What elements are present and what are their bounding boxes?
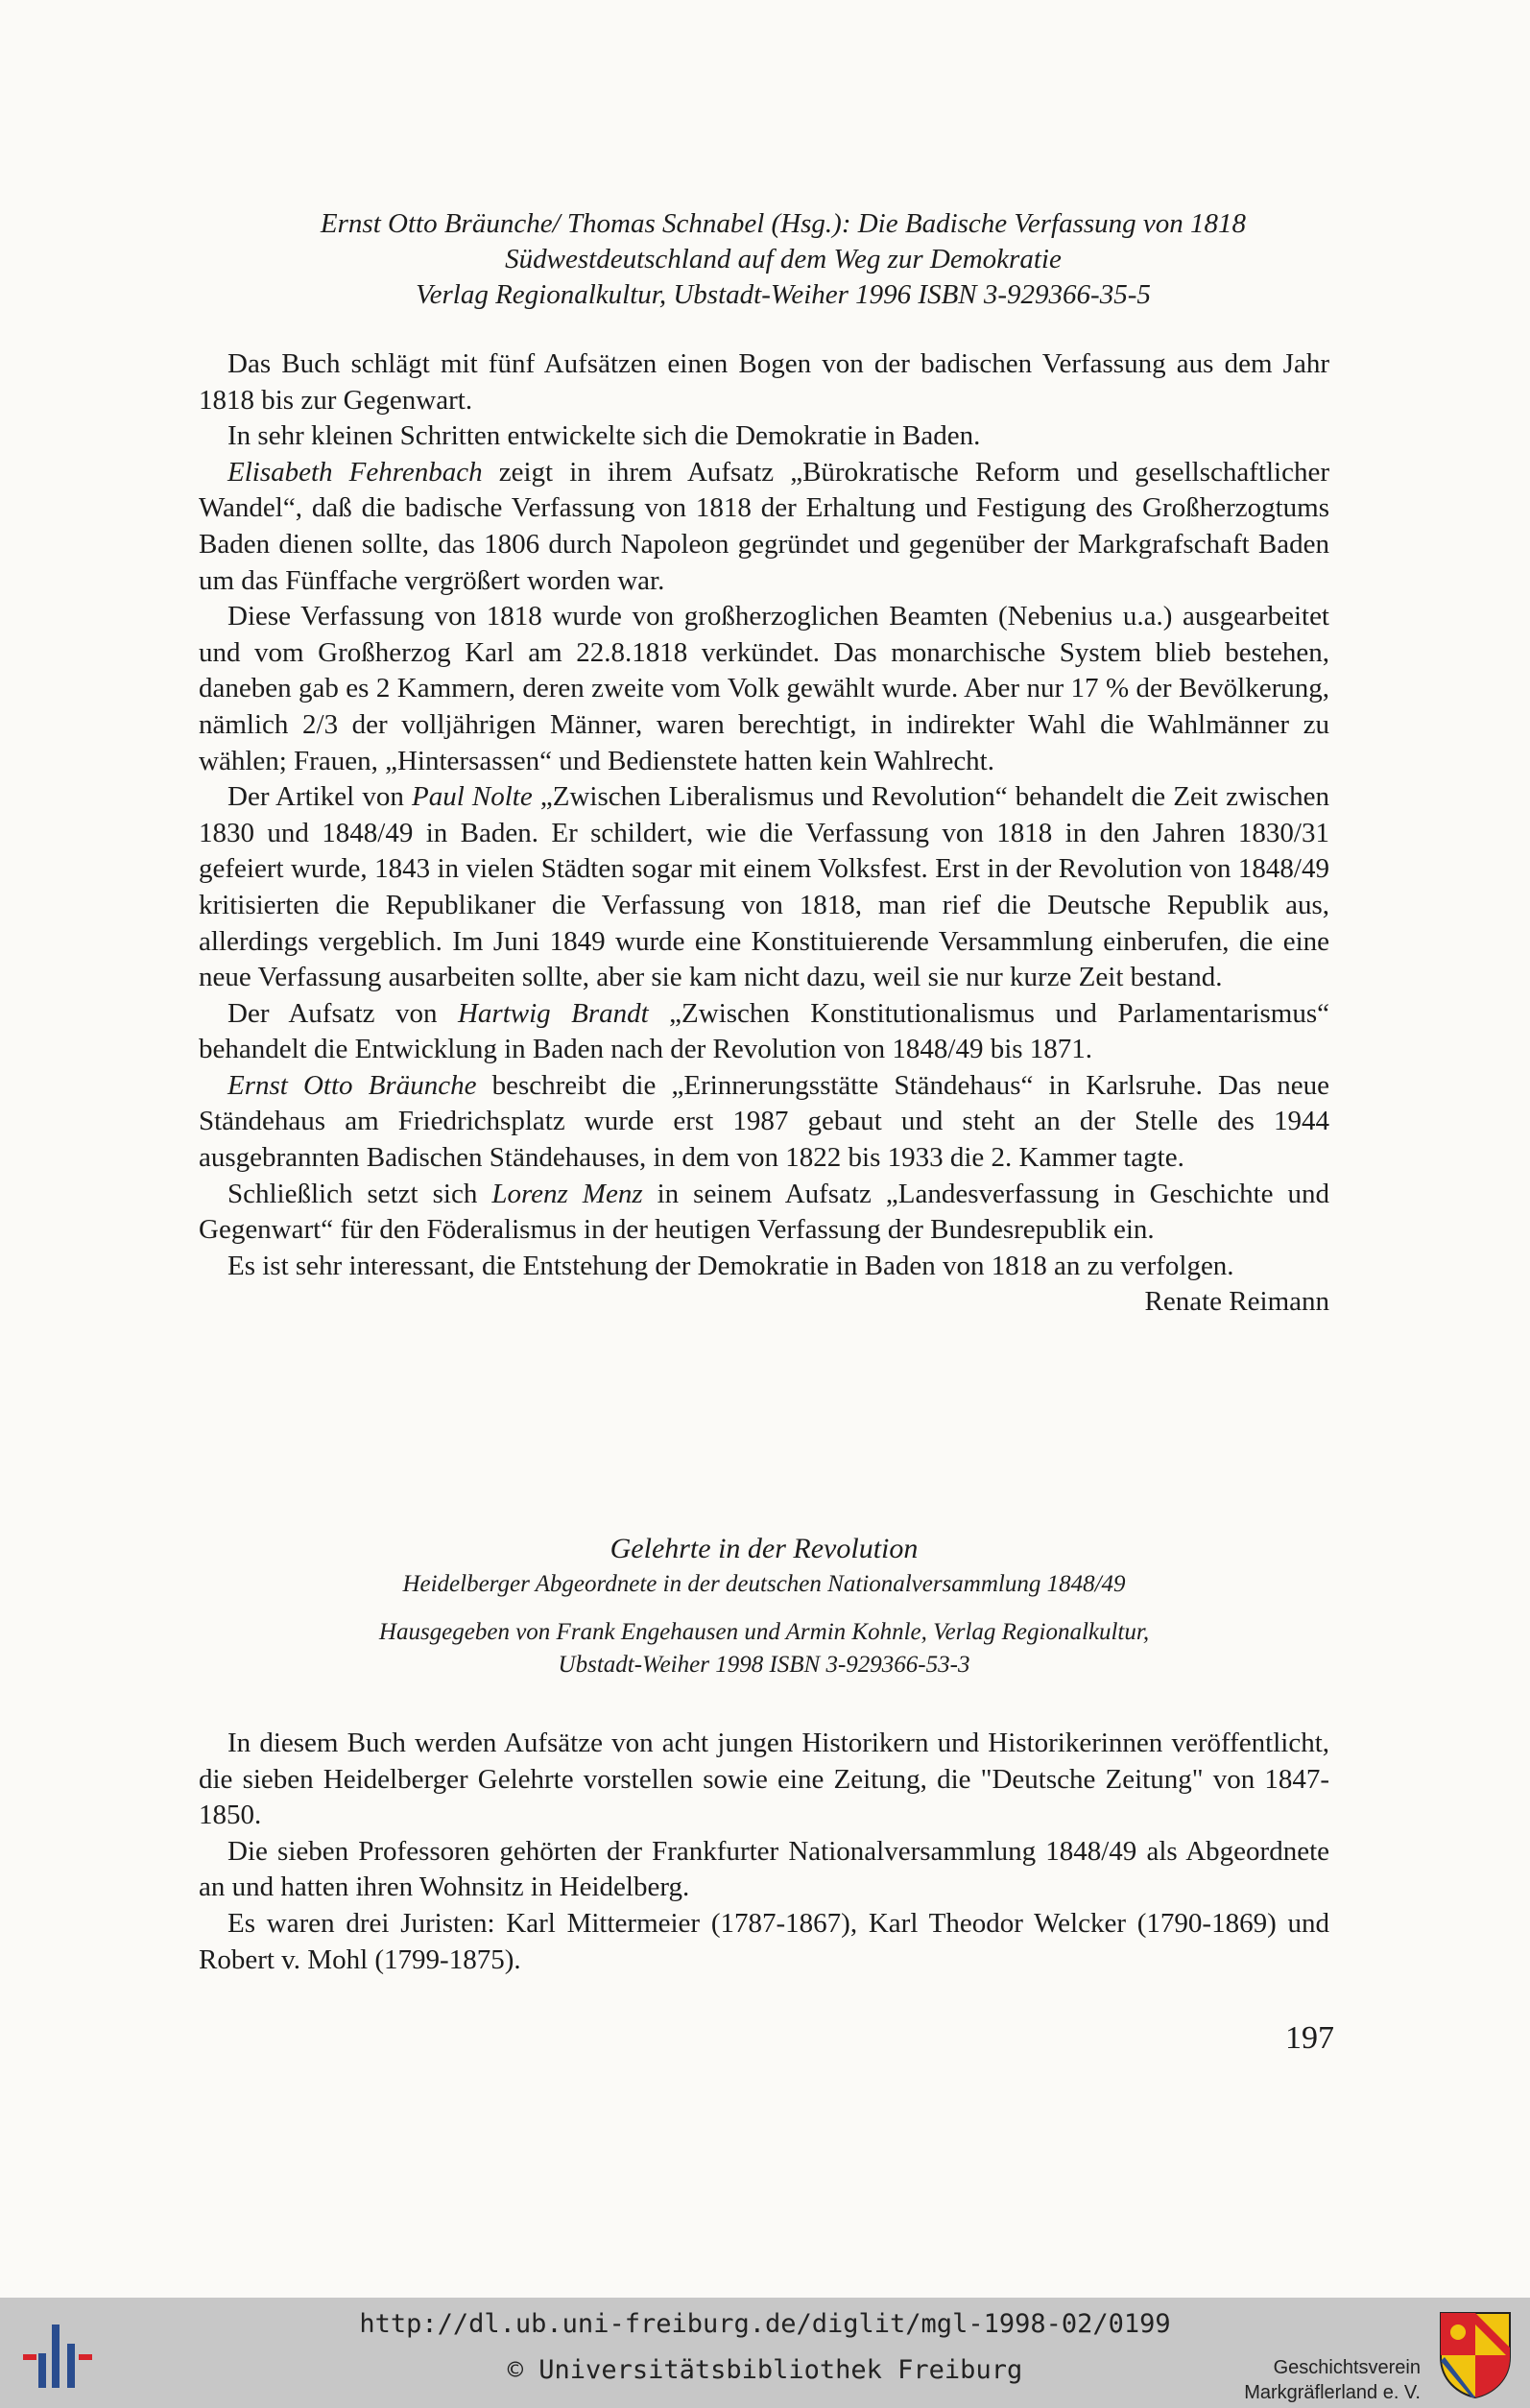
review-body (199, 346, 1329, 1321)
publisher-info (199, 1616, 1329, 1681)
review-bauernverfassung (199, 206, 1329, 1321)
paragraph: Ernst Otto Bräunche beschreibt die „Erinnerungsstätte Ständehaus“ in Karlsruhe. Das neue Ständehaus am Friedrichsplatz wurde erst 1987 gebaut und steht an der Stelle des 1944 ausgebrannten Badischen Ständehauses, in dem von 1822 bis 1933 die 2. Kammer tagte. (199, 1069, 1329, 1174)
copyright-notice: © Universitätsbibliothek Freiburg (507, 2355, 1023, 2385)
page-number: 197 (1285, 2020, 1334, 2056)
society-name (1229, 2355, 1421, 2405)
paragraph: Elisabeth Fehrenbach zeigt in ihrem Aufsatz „Bürokratische Reform und gesellschaftlicher Wandel“, daß die badische Verfassung von 1818 der Erhaltung und Festigung des Großherzogtums Baden dienen sollte, das 1806 durch Napoleon gegründet und gegenüber der Markgrafschaft Baden um das Fünffache vergrößert worden war. (199, 456, 1329, 596)
paragraph: Die sieben Professoren gehörten der Frankfurter Nationalversammlung 1848/49 als Abgeordnete an und hatten ihren Wohnsitz in Heidelberg. (199, 1835, 1329, 1903)
book-title: Gelehrte in der Revolution (610, 1533, 919, 1564)
author-name: Ernst Otto Bräunche (227, 1069, 477, 1101)
review-body (199, 1726, 1329, 1978)
review-heading (199, 1530, 1329, 1681)
paragraph: Es ist sehr interessant, die Entstehung der Demokratie in Baden von 1818 an zu verfolgen. (227, 1250, 1234, 1281)
paragraph: In diesem Buch werden Aufsätze von acht jungen Historikern und Historikerinnen veröffentlicht, die sieben Heidelberger Gelehrte vorstellen sowie eine Zeitung, die "Deutsche Zeitung" von 1847-1850. (199, 1728, 1329, 1831)
society-name-line: Markgräflerland e. V. (1244, 2382, 1421, 2403)
viewer-footer (0, 2298, 1530, 2408)
document-url-link[interactable]: http://dl.ub.uni-freiburg.de/diglit/mgl-1998-02/0199 (359, 2309, 1171, 2339)
author-name: Elisabeth Fehrenbach (227, 456, 483, 488)
author-name: Lorenz Menz (491, 1178, 643, 1209)
coat-of-arms-icon (1437, 2309, 1514, 2399)
author-name: Paul Nolte (411, 781, 533, 813)
society-name-line: Geschichtsverein (1273, 2357, 1421, 2378)
paragraph: Es waren drei Juristen: Karl Mittermeier (1787-1867), Karl Theodor Welcker (1790-1869) und Robert v. Mohl (1799-1875). (199, 1907, 1329, 1975)
review-gelehrte (199, 1530, 1329, 1978)
author-name: Hartwig Brandt (457, 997, 649, 1029)
paragraph: Diese Verfassung von 1818 wurde von großherzoglichen Beamten (Nebenius u.a.) ausgearbeitet und vom Großherzog Karl am 22.8.1818 verkündet. Das monarchische System blieb bestehen, daneben gab es 2 Kammern, deren zweite vom Volk gewählt wurde. Aber nur 17 % der Bevölkerung, nämlich 2/3 der volljährigen Männer, waren berechtigt, in indirekter Wahl die Wahlmänner zu wählen; Frauen, „Hintersassen“ und Bedienstete hatten kein Wahlrecht. (199, 601, 1329, 776)
paragraph: Der Artikel von Paul Nolte „Zwischen Liberalismus und Revolution“ behandelt die Zeit zwischen 1830 und 1848/49 in Baden. Er schildert, wie die Verfassung von 1818 in den Jahren 1830/31 gefeiert wurde, 1843 in vielen Städten sogar mit einem Volksfest. Erst in der Revolution von 1848/49 kritisierten die Republikaner die Verfassung von 1818, man rief die Deutsche Republik aus, allerdings vergeblich. Im Juni 1849 wurde eine Konstituierende Versammlung einberufen, die eine neue Verfassung ausarbeiten sollte, aber sie kam nicht dazu, weil sie nur kurze Zeit bestand. (199, 781, 1330, 993)
review-heading (237, 206, 1329, 313)
review-heading-line: Ernst Otto Bräunche/ Thomas Schnabel (Hsg.): Die Badische Verfassung von 1818 (320, 208, 1247, 239)
paragraph: Das Buch schlägt mit fünf Aufsätzen einen Bogen von der badischen Verfassung aus dem Jahr 1818 bis zur Gegenwart. (199, 348, 1329, 416)
book-subtitle: Heidelberger Abgeordnete in der deutschen Nationalversammlung 1848/49 (402, 1571, 1126, 1597)
publisher-line: Ubstadt-Weiher 1998 ISBN 3-929366-53-3 (558, 1652, 970, 1678)
paragraph: Der Aufsatz von Hartwig Brandt „Zwischen Konstitutionalismus und Parlamentarismus“ behandelt die Entwicklung in Baden nach der Revolution von 1848/49 bis 1871. (199, 997, 1329, 1065)
review-signature: Renate Reimann (1144, 1286, 1329, 1318)
review-heading-line: Verlag Regionalkultur, Ubstadt-Weiher 1996 ISBN 3-929366-35-5 (416, 279, 1151, 310)
paragraph: In sehr kleinen Schritten entwickelte sich die Demokratie in Baden. (227, 420, 981, 452)
paragraph: Schließlich setzt sich Lorenz Menz in seinem Aufsatz „Landesverfassung in Geschichte und Gegenwart“ für den Föderalismus in der heutigen Verfassung der Bundesrepublik ein. (199, 1178, 1329, 1246)
review-heading-line: Südwestdeutschland auf dem Weg zur Demokratie (505, 244, 1062, 274)
publisher-line: Hausgegeben von Frank Engehausen und Armin Kohnle, Verlag Regionalkultur, (378, 1619, 1150, 1645)
